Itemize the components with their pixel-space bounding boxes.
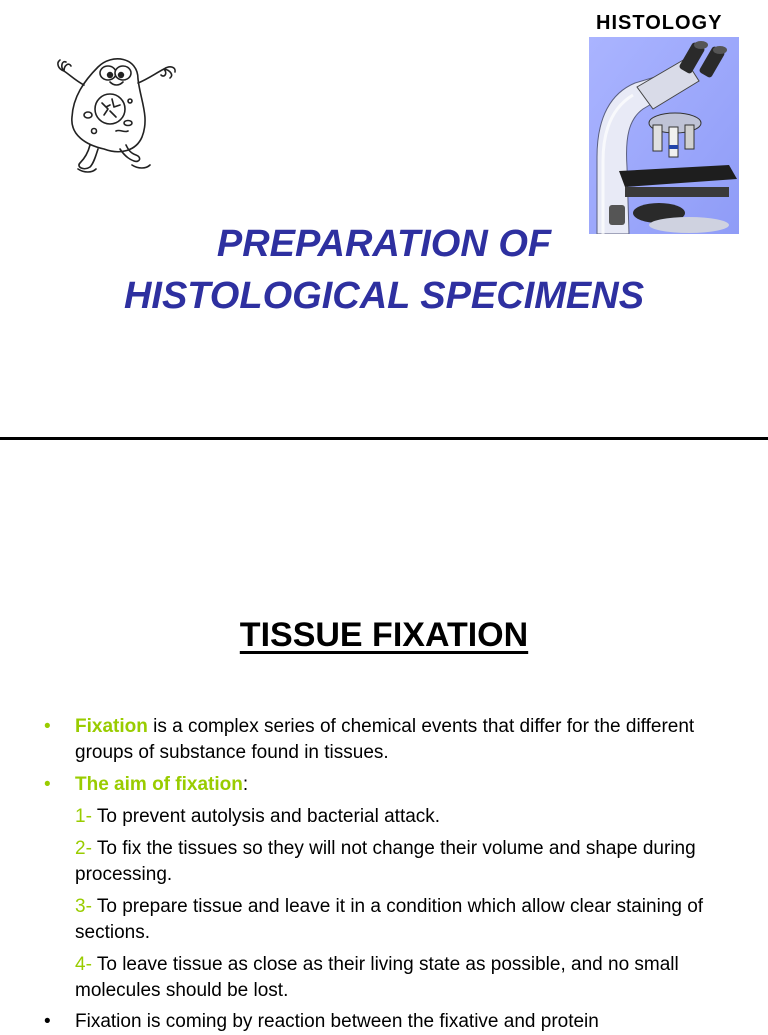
corner-label: HISTOLOGY (596, 12, 723, 34)
slide-title-line1: PREPARATION OF (216, 223, 552, 265)
title-slide (0, 0, 768, 437)
cell-cartoon-icon (50, 45, 185, 177)
microscope-image (589, 37, 739, 234)
aim-text: To prevent autolysis and bacterial attack. (91, 806, 441, 827)
aim-number: 2- (75, 838, 92, 859)
bullet-suffix: : (242, 774, 249, 795)
bullet-text: is a complex series of chemical events that differ for the different groups of substance found in tissues. (75, 716, 695, 763)
aim-number: 3- (75, 896, 92, 917)
bullet-item (44, 772, 724, 798)
aim-item (44, 952, 724, 1004)
aim-number: 1- (75, 806, 92, 827)
bullet-term: Fixation (75, 716, 148, 737)
slide-title-line2: HISTOLOGICAL SPECIMENS (123, 275, 645, 317)
bullet-term: The aim of fixation (75, 774, 243, 795)
aim-text: To fix the tissues so they will not change their volume and shape during processing. (75, 838, 696, 885)
content-slide (0, 440, 768, 1032)
section-heading: TISSUE FIXATION (239, 616, 529, 654)
aim-text: To leave tissue as close as their living state as possible, and no small molecules should be lost. (75, 954, 679, 1001)
bullet-item (44, 1009, 724, 1035)
bullet-text: Fixation is coming by reaction between the fixative and protein (75, 1011, 599, 1032)
aim-number: 4- (75, 954, 92, 975)
bullet-dot-icon: • (44, 774, 51, 795)
bullet-list (44, 714, 724, 1035)
aim-item (44, 836, 724, 888)
aim-item (44, 804, 724, 830)
aim-item (44, 894, 724, 946)
bullet-item (44, 714, 724, 766)
aim-text: To prepare tissue and leave it in a condition which allow clear staining of sections. (75, 896, 704, 943)
bullet-dot-icon: • (44, 716, 51, 737)
bullet-dot-icon: • (44, 1011, 51, 1032)
